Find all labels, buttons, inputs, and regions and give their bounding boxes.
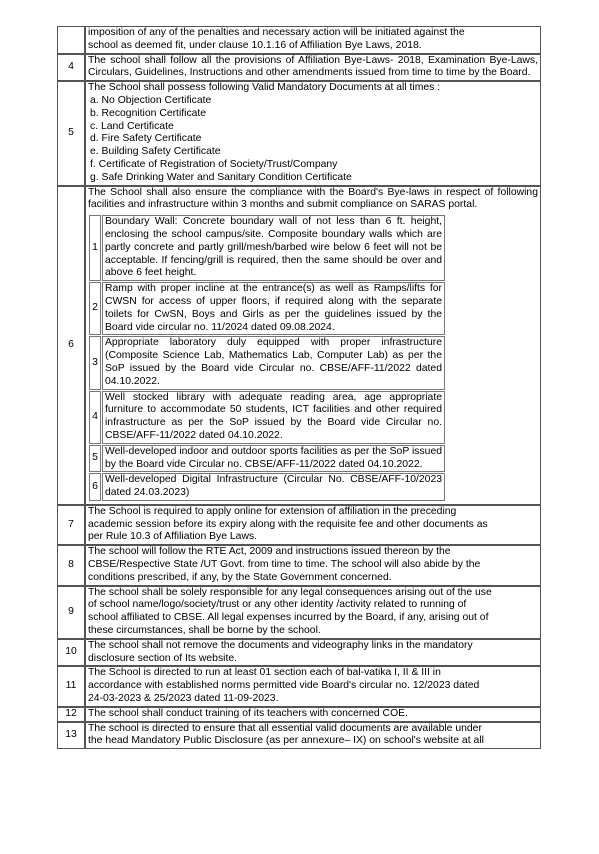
text-line: imposition of any of the penalties and necessary action will be initiated against the [88,27,465,38]
text-line: school as deemed fit, under clause 10.1.16 of Affiliation Bye Laws, 2018. [88,39,422,51]
text-line: the head Mandatory Public Disclosure (as per annexure– IX) on school's website at all [88,735,484,747]
table-row [57,26,541,54]
sub-text: Ramp with proper incline at the entrance(s) as well as Ramps/lifts for CWSN for access of upper floors, if required along with the separate toilets for CwSN, Boys and Girls as per the guidelines issued by the Board vide circular no. 11/2024 dated 09.08.2024. [102,282,445,335]
row-number: 4 [57,54,85,82]
text-line: 24-03-2023 & 25/2023 dated 11-09-2023. [88,693,279,705]
document-item: a. No Objection Certificate [90,94,212,106]
row-number: 12 [57,707,85,722]
subtable-row [89,391,445,444]
row-intro: The School shall also ensure the compliance with the Board's Bye-laws in respect of following facilities and infrastructure within 3 months and submit compliance on SARAS portal. [88,186,538,211]
sub-number: 4 [89,391,101,444]
text-line: CBSE/Respective State /UT Govt. from time to time. The school will also abide by the [88,559,481,571]
document-item: f. Certificate of Registration of Society/Trust/Company [90,158,338,170]
table-row [57,54,541,82]
text-line: The school shall conduct training of its teachers with concerned COE. [88,707,408,719]
row-number [57,26,85,54]
table-row [57,545,541,585]
text-line: academic session before its expiry along with the requisite fee and other documents as [88,518,488,530]
sub-number: 6 [89,473,101,501]
row-text [85,26,541,54]
table-row [57,186,541,505]
text-line: disclosure section of Its website. [88,652,238,664]
table-row [57,505,541,545]
row-text [85,505,541,545]
row-text [85,545,541,585]
text-line: The School is required to apply online for extension of affiliation in the preceding [88,505,457,517]
table-row [57,722,541,750]
document-item: b. Recognition Certificate [90,107,207,119]
row-number: 7 [57,505,85,545]
text-line: these circumstances, shall be borne by the school. [88,625,321,637]
document-item: d. Fire Safety Certificate [90,133,202,145]
table-row [57,639,541,667]
row-number: 11 [57,666,85,706]
sub-text: Boundary Wall: Concrete boundary wall of not less than 6 ft. height, enclosing the school campus/site. Composite boundary walls which are partly concrete and partly grill/mesh/barbed wire below 6 feet will not be acceptable. If fencing/grill is required, then the same should be over and above 6 feet height. [102,215,445,281]
row-text [85,722,541,750]
document-item: g. Safe Drinking Water and Sanitary Condition Certificate [90,171,352,183]
subtable-row [89,445,445,473]
row-number: 13 [57,722,85,750]
row-number: 6 [57,186,85,505]
row-number: 10 [57,639,85,667]
text-line: The School is directed to run at least 01 section each of bal-vatika I, II & III in [88,667,441,679]
document-page [57,26,541,749]
row-text: The school shall follow all the provisions of Affiliation Bye-Laws- 2018, Examination Bye-Laws, Circulars, Guidelines, Instructions and other amendments issued from time to time by the Board. [85,54,541,82]
row-number: 5 [57,81,85,185]
row-text [85,586,541,639]
subtable-row [89,473,445,501]
row-text [85,639,541,667]
row-text [85,666,541,706]
text-line: conditions prescribed, if any, by the State Government concerned. [88,571,392,583]
sub-number: 5 [89,445,101,473]
sub-number: 3 [89,336,101,389]
sub-text: Well-developed indoor and outdoor sports facilities as per the SoP issued by the Board vide Circular no. CBSE/AFF-11/2022 dated 04.10.2022. [102,445,445,473]
subtable-row [89,336,445,389]
table-row [57,586,541,639]
row-text [85,81,541,185]
conditions-table [57,26,541,749]
facilities-subtable [88,214,446,502]
text-line: school affiliated to CBSE. All legal expenses incurred by the Board, if any, arising out of [88,612,489,624]
text-line: The school is directed to ensure that all essential valid documents are available under [88,722,482,734]
row-number: 8 [57,545,85,585]
row-text [85,186,541,505]
row-intro: The School shall possess following Valid Mandatory Documents at all times : [88,82,441,94]
text-line: per Rule 10.3 of Affiliation Bye Laws. [88,531,258,543]
text-line: accordance with established norms permitted vide Board's circular no. 12/2023 dated [88,680,480,692]
text-line: The school will follow the RTE Act, 2009 and instructions issued thereon by the [88,546,451,558]
sub-number: 1 [89,215,101,281]
table-row [57,707,541,722]
table-row [57,81,541,185]
sub-text: Well-developed Digital Infrastructure (Circular No. CBSE/AFF-10/2023 dated 24.03.2023) [102,473,445,501]
text-line: The school shall not remove the documents and videography links in the mandatory [88,639,473,651]
sub-number: 2 [89,282,101,335]
document-item: e. Building Safety Certificate [90,146,221,158]
subtable-row [89,215,445,281]
table-row [57,666,541,706]
row-text [85,707,541,722]
document-item: c. Land Certificate [90,120,174,132]
text-line: of school name/logo/society/trust or any other identity /activity related to running of [88,599,467,611]
sub-text: Appropriate laboratory duly equipped with proper infrastructure (Composite Science Lab, Mathematics Lab, Computer Lab) as per the SoP issued by the Board vide Circular no. CBSE/AFF-11/2022 dated 04.10.2022. [102,336,445,389]
sub-text: Well stocked library with adequate reading area, age appropriate furniture to accommodate 50 students, ICT facilities and other required infrastructure as per the SoP issued by the Board vide Circular no. CBSE/AFF-11/2022 dated 04.10.2022. [102,391,445,444]
subtable-row [89,282,445,335]
text-line: The school shall be solely responsible for any legal consequences arising out of the use [88,586,492,598]
row-number: 9 [57,586,85,639]
